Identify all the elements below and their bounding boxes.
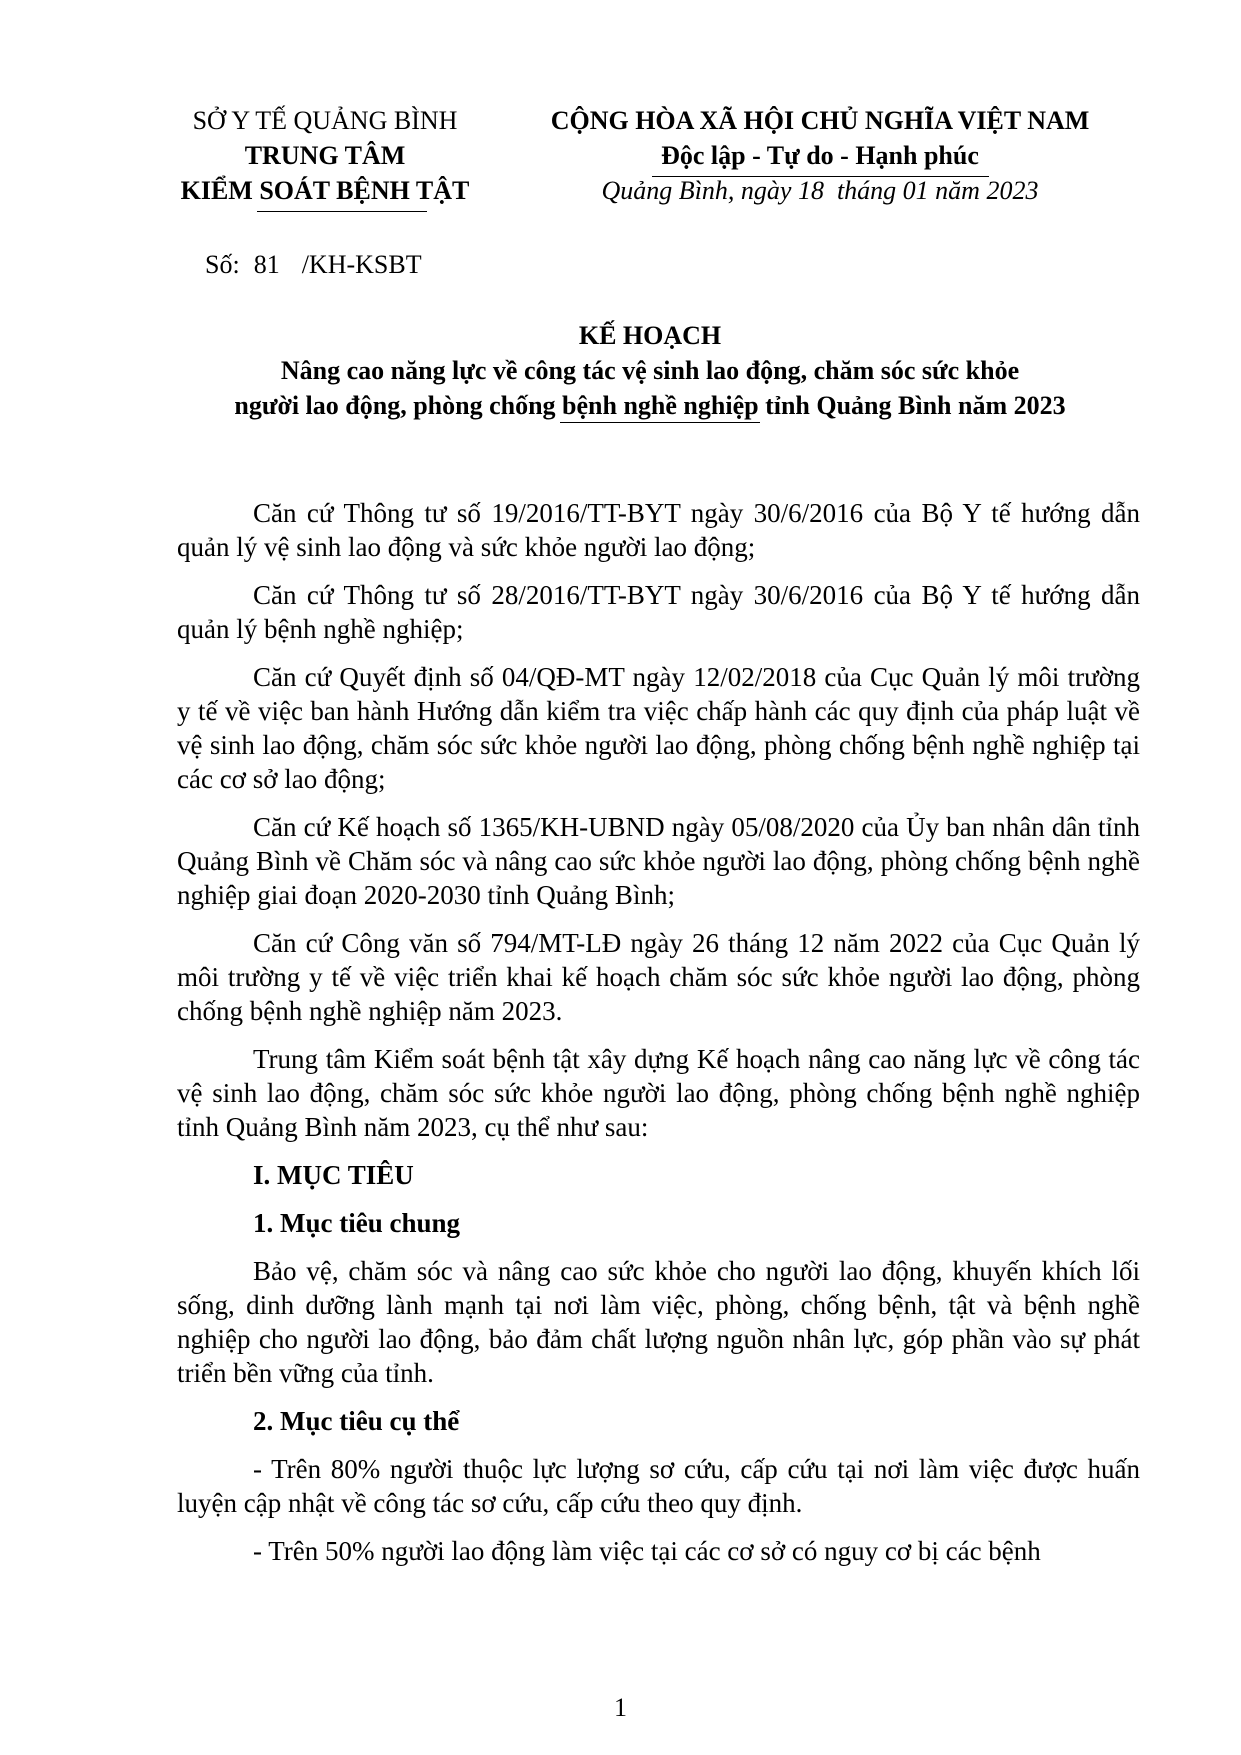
motto-underline [652,176,989,177]
paragraph-legal-basis-2: Căn cứ Thông tư số 28/2016/TT-BYT ngày 30/6/2016 của Bộ Y tế hướng dẫn quản lý bệnh nghề nghiệp; [177,580,1140,644]
subheading-specific-objectives: 2. Mục tiêu cụ thể [253,1406,460,1436]
paragraph-legal-basis-1: Căn cứ Thông tư số 19/2016/TT-BYT ngày 30/6/2016 của Bộ Y tế hướng dẫn quản lý vệ sinh lao động và sức khỏe người lao động; [177,498,1140,562]
title-sub-line-1: Nâng cao năng lực về công tác vệ sinh lao động, chăm sóc sức khỏe [280,356,1020,385]
document-title [160,318,1140,423]
paragraph-legal-basis-5: Căn cứ Công văn số 794/MT-LĐ ngày 26 tháng 12 năm 2022 của Cục Quản lý môi trường y tế về việc triển khai kế hoạch chăm sóc sức khỏe người lao động, phòng chống bệnh nghề nghiệp năm 2023. [177,928,1140,1026]
doc-number-code: /KH-KSBT [301,250,422,279]
paragraph-general-objective: Bảo vệ, chăm sóc và nâng cao sức khỏe cho người lao động, khuyến khích lối sống, dinh dưỡng lành mạnh tại nơi làm việc, phòng, chống bệnh, tật và bệnh nghề nghiệp cho người lao động, bảo đảm chất lượng nguồn nhân lực, góp phần vào sự phát triển bền vững của tỉnh. [177,1256,1140,1388]
agency-underline [257,211,427,212]
place-date: Quảng Bình, ngày 18 tháng 01 năm 2023 [601,176,1039,205]
document-body [177,496,1140,1582]
paragraph-legal-basis-3: Căn cứ Quyết định số 04/QĐ-MT ngày 12/02/2018 của Cục Quản lý môi trường y tế về việc ban hành Hướng dẫn kiểm tra việc chấp hành các quy định của pháp luật về vệ sinh lao động, chăm sóc sức khỏe người lao động, phòng chống bệnh nghề nghiệp tại các cơ sở lao động; [177,662,1140,794]
page-number: 1 [614,1693,627,1722]
doc-number-value: 81 [253,250,280,279]
paragraph-intro: Trung tâm Kiểm soát bệnh tật xây dựng Kế hoạch nâng cao năng lực về công tác vệ sinh lao động, chăm sóc sức khỏe người lao động, phòng chống bệnh nghề nghiệp tỉnh Quảng Bình năm 2023, cụ thể như sau: [177,1044,1140,1142]
document-number [205,250,422,280]
doc-number-label: Số: [205,250,240,279]
paragraph-legal-basis-4: Căn cứ Kế hoạch số 1365/KH-UBND ngày 05/08/2020 của Ủy ban nhân dân tỉnh Quảng Bình về Chăm sóc và nâng cao sức khỏe người lao động, phòng chống bệnh nghề nghiệp giai đoạn 2020-2030 tỉnh Quảng Bình; [177,812,1140,910]
agency-line-2: TRUNG TÂM [244,141,406,170]
national-motto: Độc lập - Tự do - Hạnh phúc [661,141,979,170]
agency-line-1: SỞ Y TẾ QUẢNG BÌNH [192,106,458,135]
title-main: KẾ HOẠCH [578,321,722,350]
agency-line-3: KIỂM SOÁT BỆNH TẬT [180,176,470,205]
issuing-agency [160,103,490,208]
title-underline [560,422,760,423]
section-heading-objectives: I. MỤC TIÊU [253,1160,414,1190]
list-item: - Trên 50% người lao động làm việc tại các cơ sở có nguy cơ bị các bệnh [253,1536,1041,1566]
nation-name: CỘNG HÒA XÃ HỘI CHỦ NGHĨA VIỆT NAM [550,106,1090,135]
title-sub-line-2: người lao động, phòng chống bệnh nghề nghiệp tỉnh Quảng Bình năm 2023 [234,391,1066,420]
national-heading [500,103,1140,208]
list-item: - Trên 80% người thuộc lực lượng sơ cứu, cấp cứu tại nơi làm việc được huấn luyện cập nhật về công tác sơ cứu, cấp cứu theo quy định. [177,1454,1140,1518]
subheading-general-objective: 1. Mục tiêu chung [253,1208,461,1238]
